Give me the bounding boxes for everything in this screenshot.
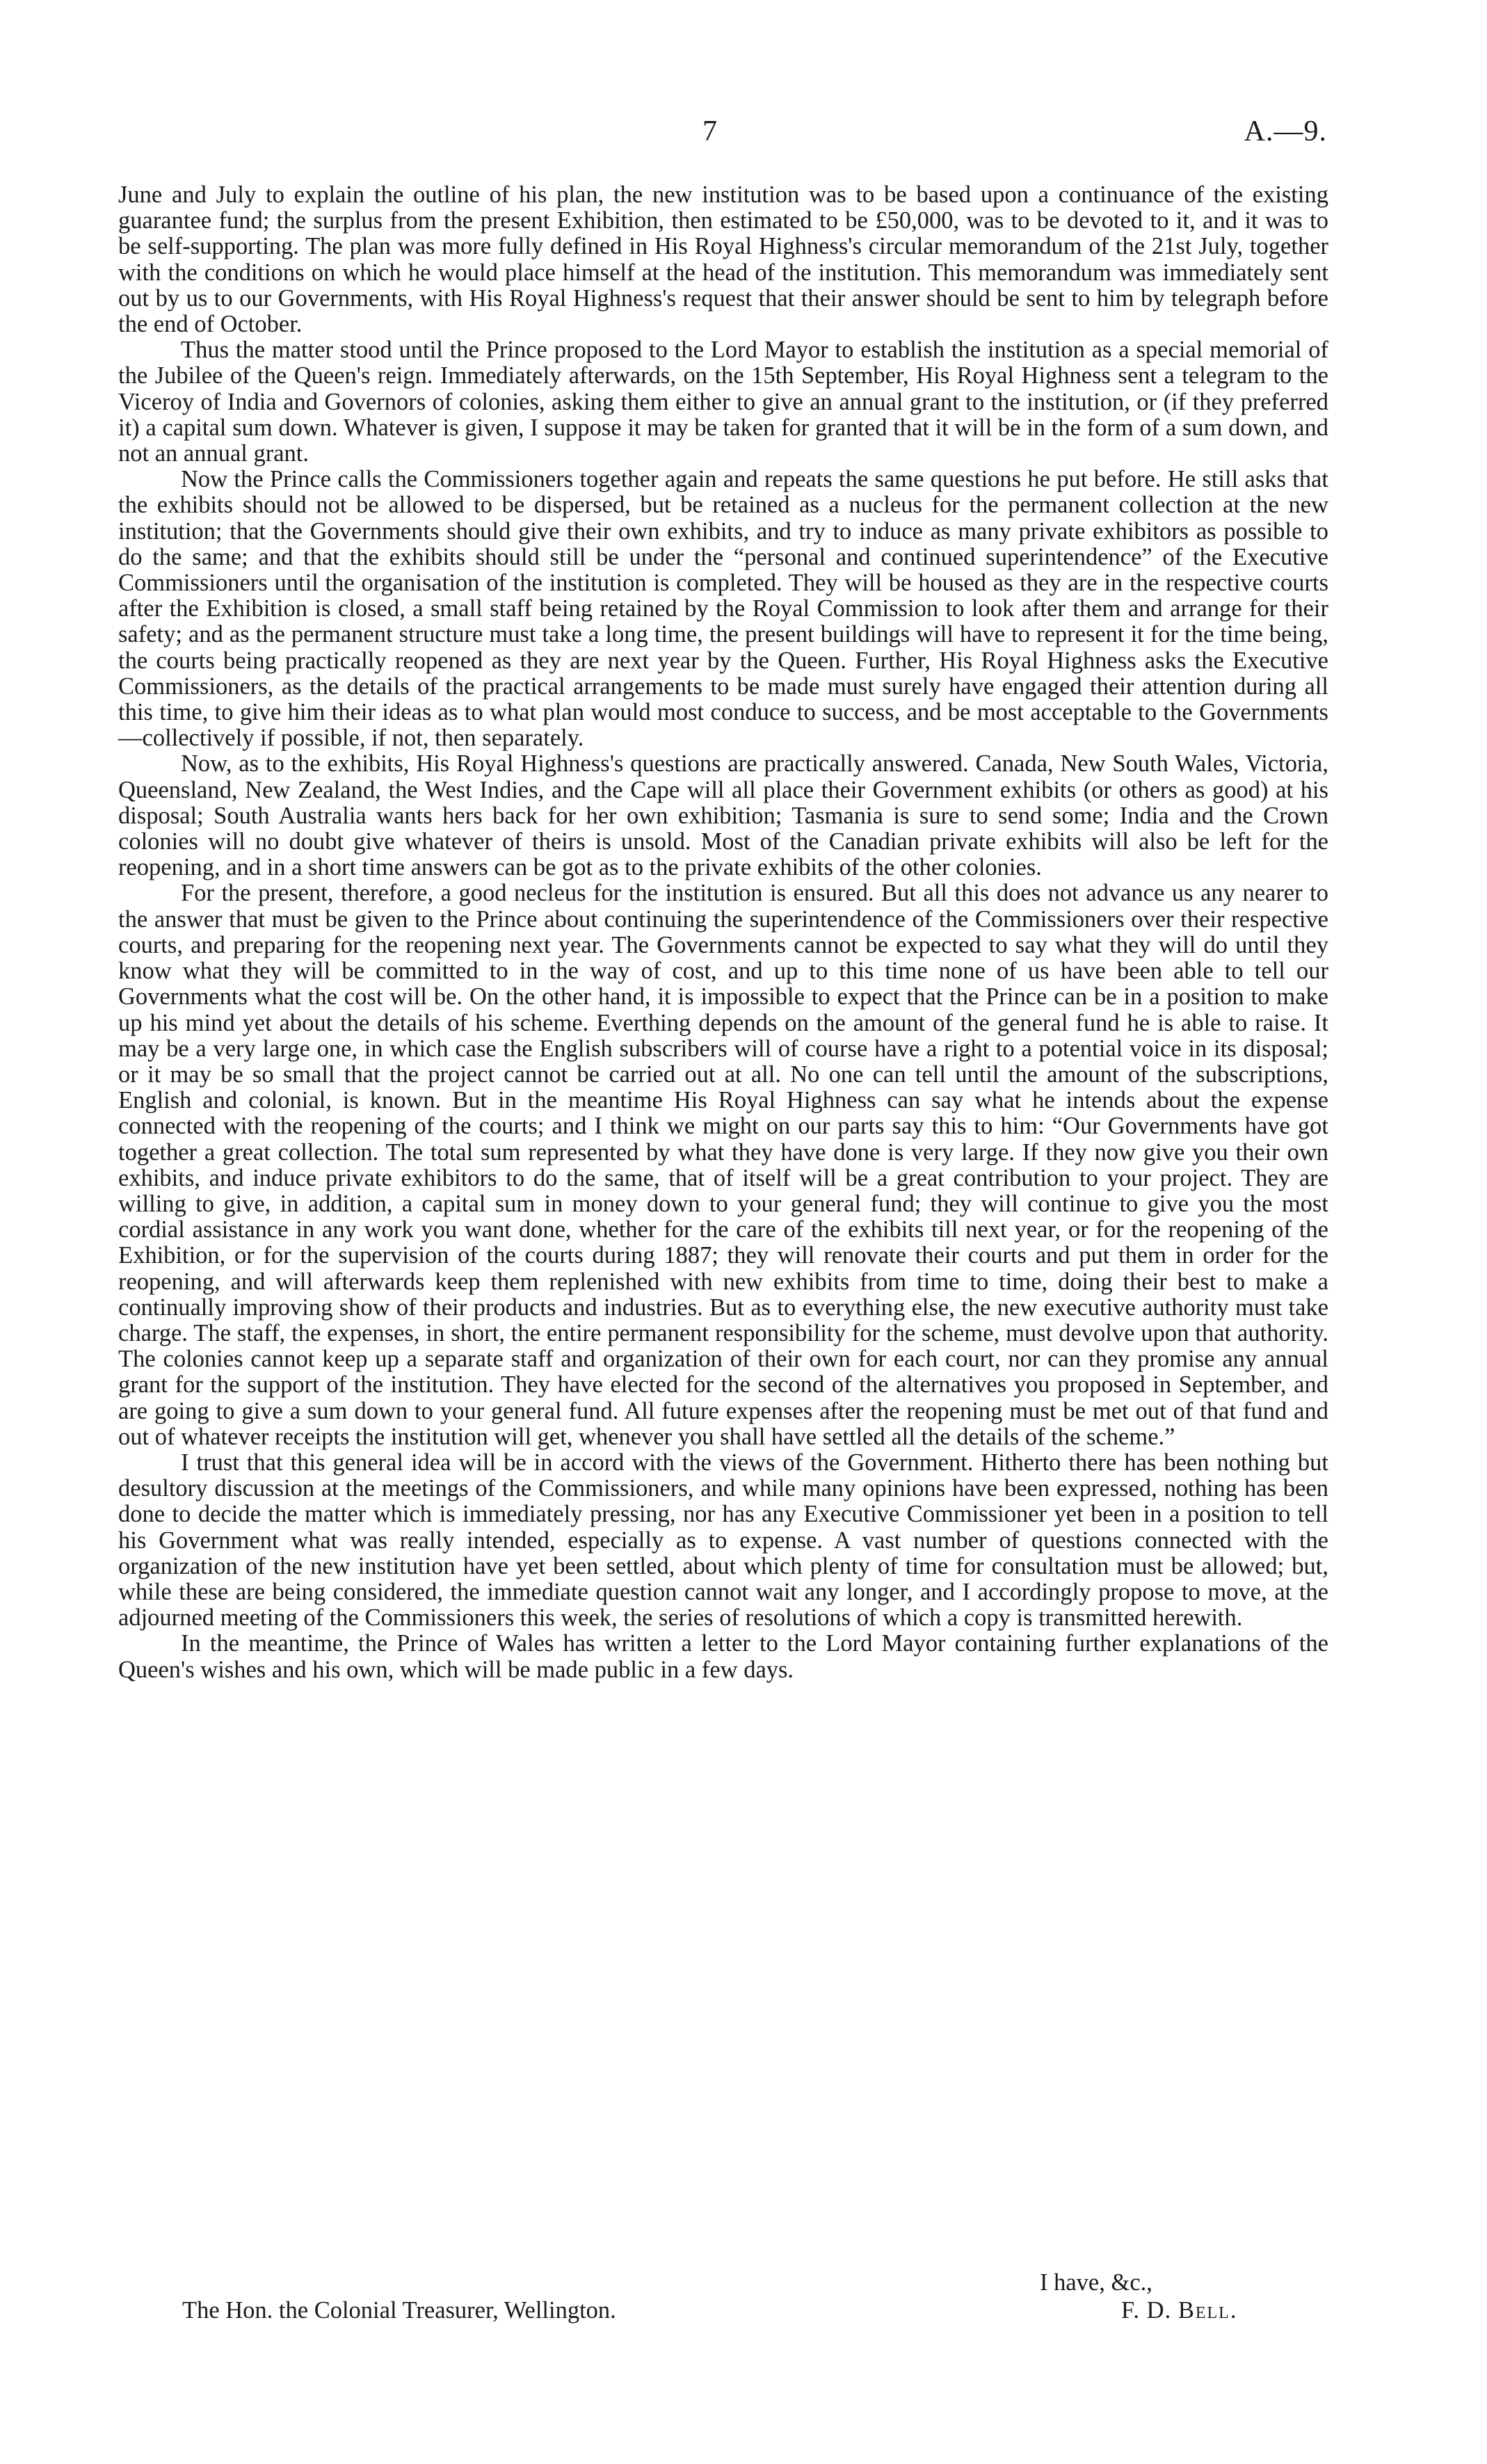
paragraph-5: For the present, therefore, a good necleus for the institution is ensured. But all this does not advance us any nearer to the answer that must be given to the Prince about continuing the superintendence of the Commissioners over their respective courts, and preparing for the reopening next year. The Governments cannot be expected to say what they will do until they know what they will be committed to in the way of cost, and up to this time none of us have been able to tell our Governments what the cost will be. On the other hand, it is impossible to expect that the Prince can be in a position to make up his mind yet about the details of his scheme. Everthing depends on the amount of the general fund he is able to raise. It may be a very large one, in which case the English subscribers will of course have a right to a potential voice in its disposal; or it may be so small that the project cannot be carried out at all. No one can tell until the amount of the subscriptions, English and colonial, is known. But in the meantime His Royal Highness can say what he intends about the expense connected with the reopening of the courts; and I think we might on our parts say this to him: “Our Governments have got together a great collection. The total sum represented by what they have done is very large. If they now give you their own exhibits, and induce private exhibitors to do the same, that of itself will be a great contribution to your project. They are willing to give, in addition, a capital sum in money down to your general fund; they will continue to give you the most cordial assistance in any work you want done, whether for the care of the exhibits till next year, or for the reopening of the Exhibition, or for the supervision of the courts during 1887; they will renovate their courts and put them in order for the reopening, and will afterwards keep them replenished with new exhibits from time to time, doing their best to make a continually improving show of their products and industries. But as to everything else, the new executive authority must take charge. The staff, the expenses, in short, the entire permanent responsibility for the scheme, must devolve upon that authority. The colonies cannot keep up a separate staff and organization of their own for each court, nor can they promise any annual grant for the support of the institution. They have elected for the second of the alternatives you proposed in September, and are going to give a sum down to your general fund. All future expenses after the reopening must be met out of that fund and out of whatever receipts the institution will get, whenever you shall have settled all the details of the scheme.”: [118, 880, 1328, 1450]
paragraph-2: Thus the matter stood until the Prince proposed to the Lord Mayor to establish the institution as a special memorial of the Jubilee of the Queen's reign. Immediately afterwards, on the 15th September, His Royal Highness sent a telegram to the Viceroy of India and Governors of colonies, asking them either to give an annual grant to the institution, or (if they preferred it) a capital sum down. Whatever is given, I suppose it may be taken for granted that it will be in the form of a sum down, and not an annual grant.: [118, 337, 1328, 467]
letter-footer: [0, 2297, 1487, 2328]
paragraph-7: In the meantime, the Prince of Wales has written a letter to the Lord Mayor containing further explanations of the Queen's wishes and his own, which will be made public in a few days.: [118, 1630, 1328, 1683]
signature: [1121, 2297, 1237, 2324]
paragraph-6: I trust that this general idea will be in accord with the views of the Government. Hitherto there has been nothing but desultory discussion at the meetings of the Commissioners, and while many opinions have been expressed, nothing has been done to decide the matter which is immediately pressing, nor has any Executive Commissioner yet been in a position to tell his Government what was really intended, especially as to expense. A vast number of questions connected with the organization of the new institution have yet been settled, about which plenty of time for consultation must be allowed; but, while these are being considered, the immediate question cannot wait any longer, and I accordingly propose to move, at the adjourned meeting of the Commissioners this week, the series of resolutions of which a copy is transmitted herewith.: [118, 1449, 1328, 1632]
letter-body: [118, 182, 1328, 1683]
page-number: 7: [702, 115, 717, 147]
document-reference: A.—9.: [1244, 115, 1327, 147]
addressee: The Hon. the Colonial Treasurer, Wellington.: [182, 2297, 616, 2324]
page-header: [0, 115, 1487, 163]
paragraph-1: June and July to explain the outline of his plan, the new institution was to be based upon a continuance of the existing guarantee fund; the surplus from the present Exhibition, then estimated to be £50,000, was to be devoted to it, and it was to be self-supporting. The plan was more fully defined in His Royal Highness's circular memorandum of the 21st July, together with the conditions on which he would place himself at the head of the institution. This memorandum was immediately sent out by us to our Governments, with His Royal Highness's request that their answer should be sent to him by telegraph before the end of October.: [118, 182, 1328, 338]
paragraph-4: Now, as to the exhibits, His Royal Highness's questions are practically answered. Canada, New South Wales, Victoria, Queensland, New Zealand, the West Indies, and the Cape will all place their Government exhibits (or others as good) at his disposal; South Australia wants hers back for her own exhibition; Tasmania is sure to send some; India and the Crown colonies will no doubt give whatever of theirs is unsold. Most of the Canadian private exhibits will also be left for the reopening, and in a short time answers can be got as to the private exhibits of the other colonies.: [118, 750, 1328, 881]
signature-initials: F. D.: [1121, 2297, 1172, 2324]
valediction: I have, &c.,: [1040, 2269, 1152, 2296]
signature-surname: Bell.: [1177, 2297, 1238, 2324]
paragraph-3: Now the Prince calls the Commissioners together again and repeats the same questions he put before. He still asks that the exhibits should not be allowed to be dispersed, but be retained as a nucleus for the permanent collection at the new institution; that the Governments should give their own exhibits, and try to induce as many private exhibitors as possible to do the same; and that the exhibits should still be under the “personal and continued superintendence” of the Executive Commissioners until the organisation of the institution is completed. They will be housed as they are in the respective courts after the Exhibition is closed, a small staff being retained by the Royal Commission to look after them and arrange for their safety; and as the permanent structure must take a long time, the present buildings will have to represent it for the time being, the courts being practically reopened as they are next year by the Queen. Further, His Royal Highness asks the Executive Commissioners, as the details of the practical arrangements to be made must surely have engaged their attention during all this time, to give him their ideas as to what plan would most conduce to success, and be most acceptable to the Governments—collectively if possible, if not, then separately.: [118, 466, 1328, 752]
